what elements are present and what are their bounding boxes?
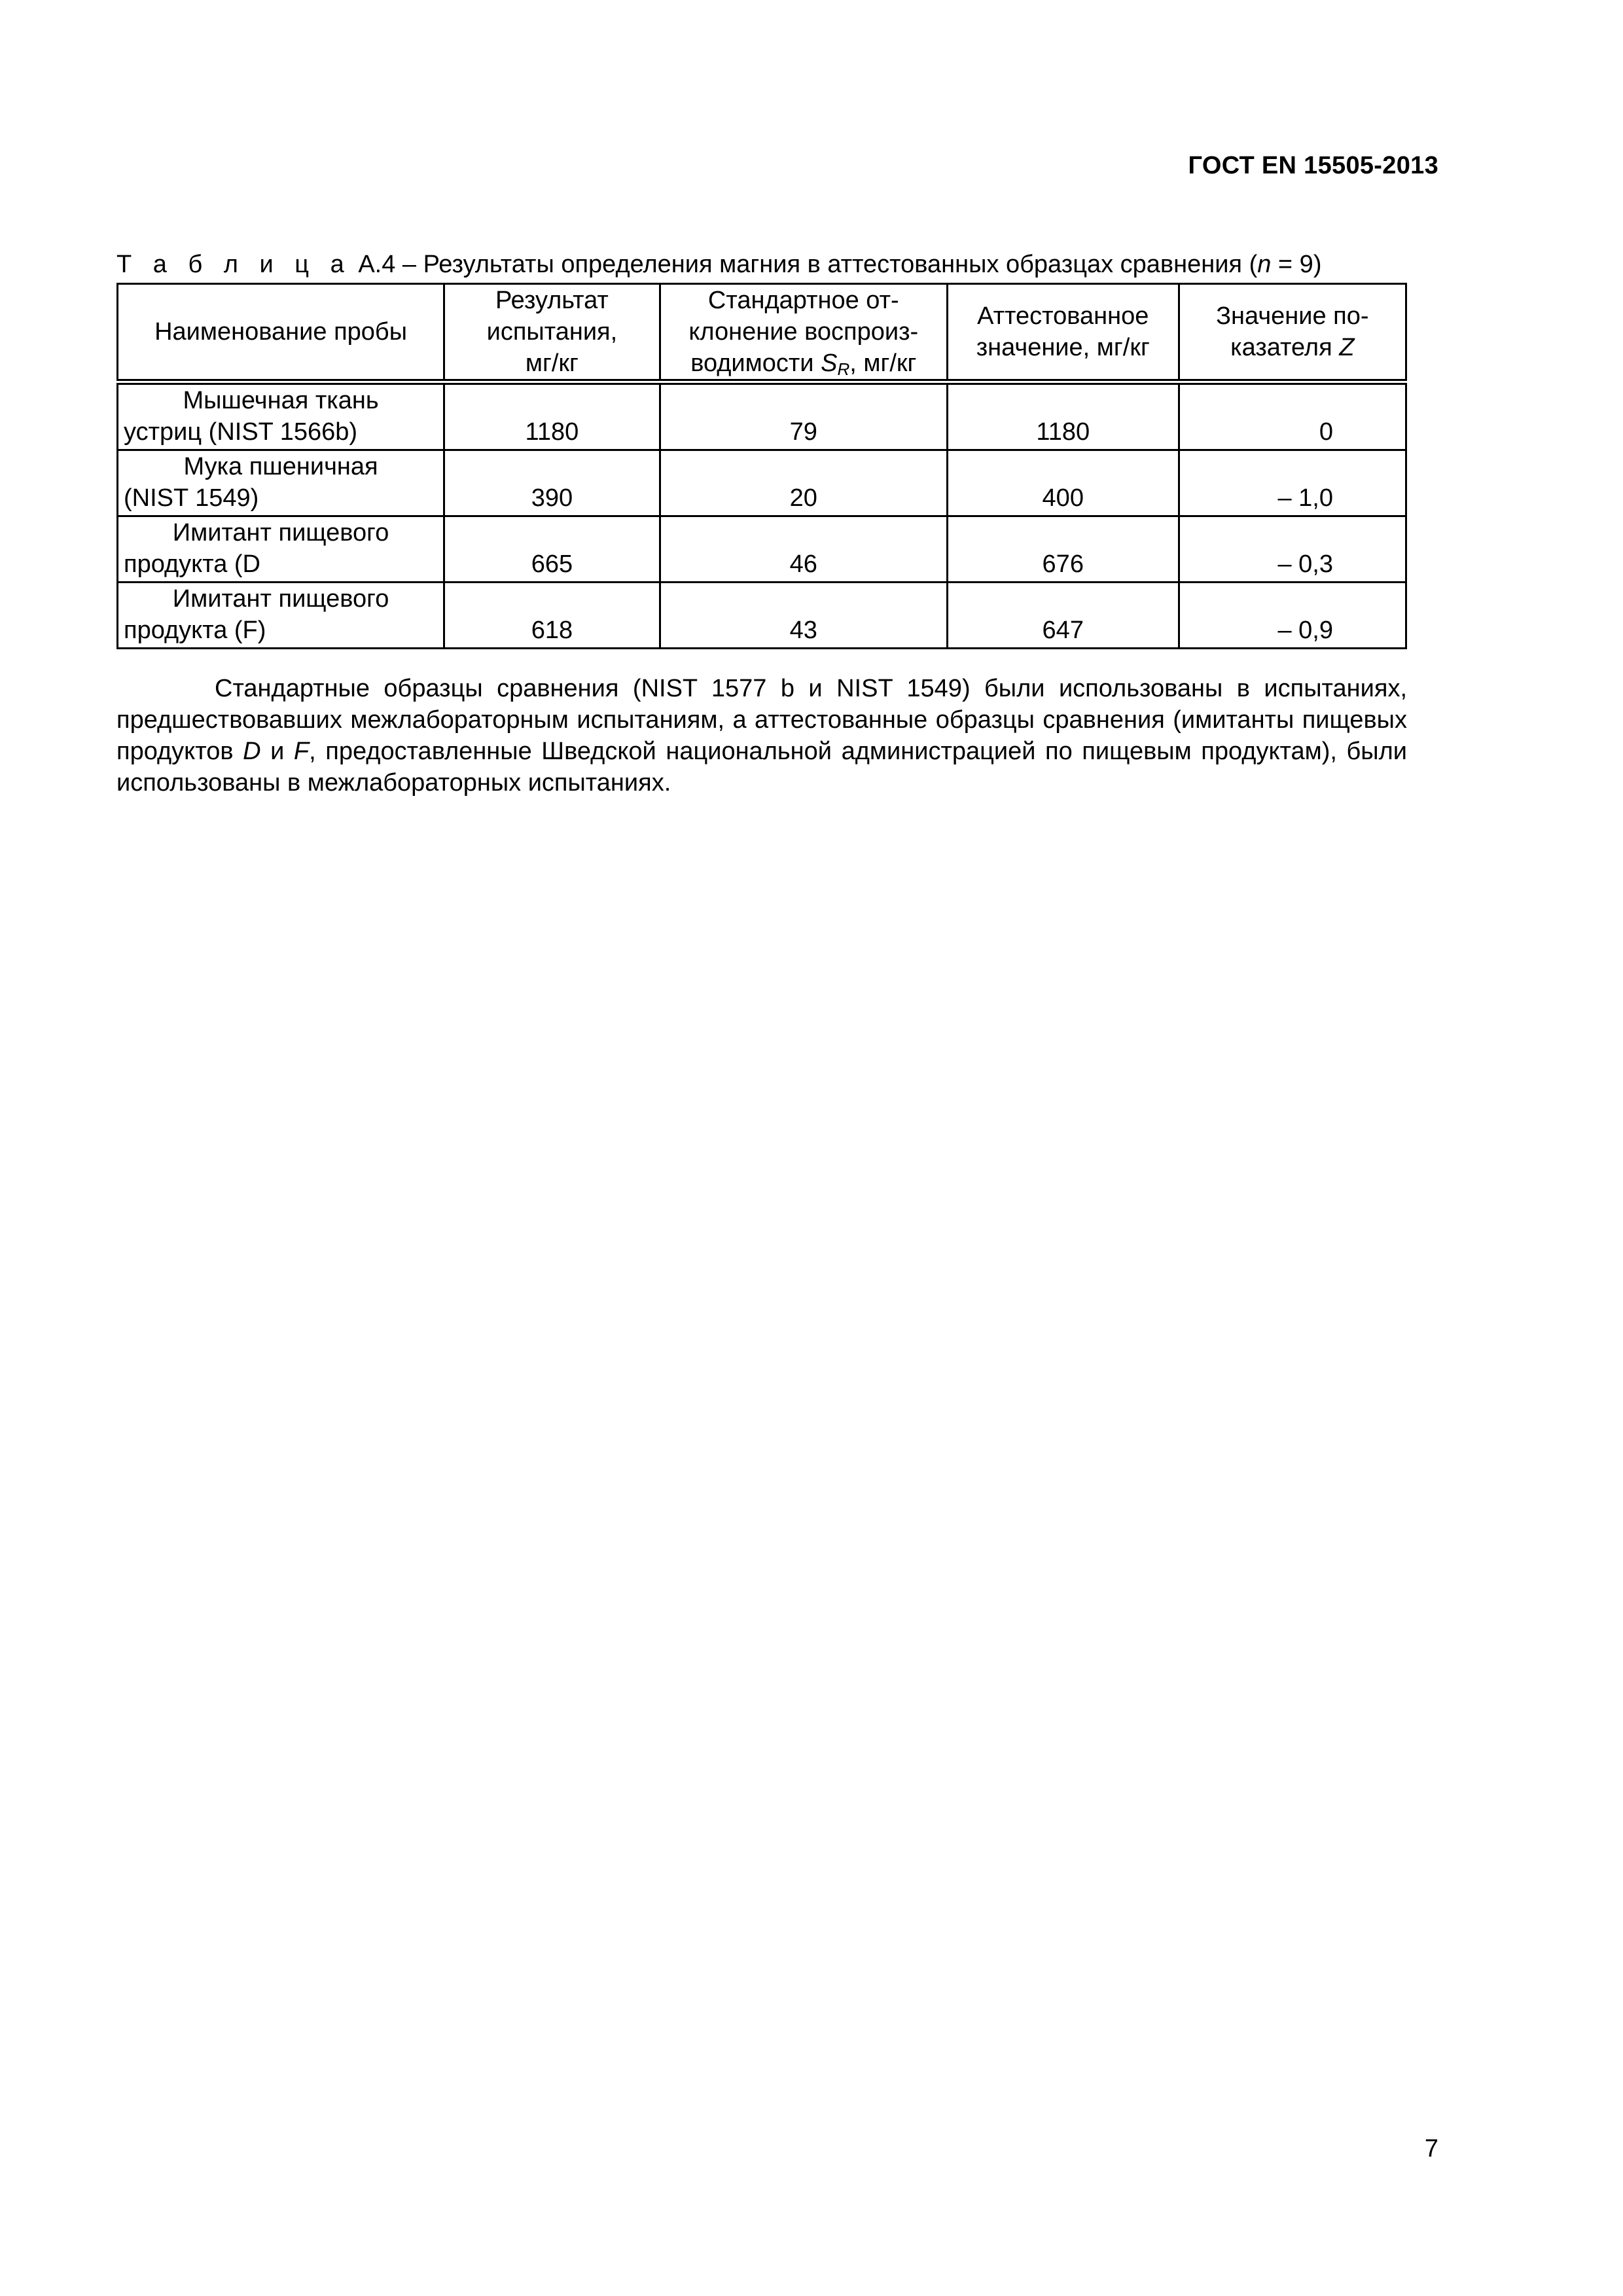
caption-n-value: = 9) [1271, 251, 1322, 278]
column-header-zscore: Значение по- казателя Z [1179, 284, 1406, 382]
body-paragraph: Стандартные образцы сравнения (NIST 1577 b и NIST 1549) были использованы в испытаниях, предшествовавших межлабораторным испытаниям, а аттестованные образцы сравнения (имитанты пищевых продуктов D и F, предоставленные Шведской национальной администрацией по пищевым продуктам), были использованы в межлабораторных испытаниях. [116, 675, 1407, 797]
caption-number: А.4 [358, 251, 396, 278]
certified-cell: 1180 [947, 382, 1179, 450]
result-cell: 1180 [444, 382, 660, 450]
table-row [118, 450, 1406, 516]
zscore-cell: – 0,3 [1179, 516, 1406, 583]
caption-text: – Результаты определения магния в аттестованных образцах сравнения ( [395, 251, 1258, 278]
certified-cell: 647 [947, 583, 1179, 649]
table-row [118, 382, 1406, 450]
sample-name-cell: Мышечная ткань устриц (NIST 1566b) [118, 382, 444, 450]
stdev-cell: 43 [660, 583, 947, 649]
result-cell: 665 [444, 516, 660, 583]
stdev-cell: 79 [660, 382, 947, 450]
sample-name-cell: Имитант пищевого продукта (D [118, 516, 444, 583]
column-header-stdev: Стандартное от- клонение воспроиз- водимости $S_R$, мг/кг [660, 284, 947, 382]
results-table [116, 283, 1407, 649]
caption-n: n [1257, 251, 1272, 278]
column-header-result: Результат испытания, мг/кг [444, 284, 660, 382]
stdev-cell: 20 [660, 450, 947, 516]
sample-name-cell: Имитант пищевого продукта (F) [118, 583, 444, 649]
table-row [118, 583, 1406, 649]
page-number: 7 [1424, 2135, 1438, 2162]
column-header-certified: Аттестованное значение, мг/кг [947, 284, 1179, 382]
table-caption [116, 247, 1425, 281]
table-row [118, 516, 1406, 583]
caption-prefix: Т а б л и ц а [116, 251, 351, 278]
table-header-row [118, 284, 1406, 382]
column-header-name: Наименование пробы [118, 284, 444, 382]
stdev-cell: 46 [660, 516, 947, 583]
sample-name-cell: Мука пшеничная (NIST 1549) [118, 450, 444, 516]
document-id: ГОСТ EN 15505-2013 [1188, 152, 1438, 179]
result-cell: 618 [444, 583, 660, 649]
zscore-cell: – 0,9 [1179, 583, 1406, 649]
zscore-cell: – 1,0 [1179, 450, 1406, 516]
certified-cell: 400 [947, 450, 1179, 516]
result-cell: 390 [444, 450, 660, 516]
certified-cell: 676 [947, 516, 1179, 583]
zscore-cell: 0 [1179, 382, 1406, 450]
